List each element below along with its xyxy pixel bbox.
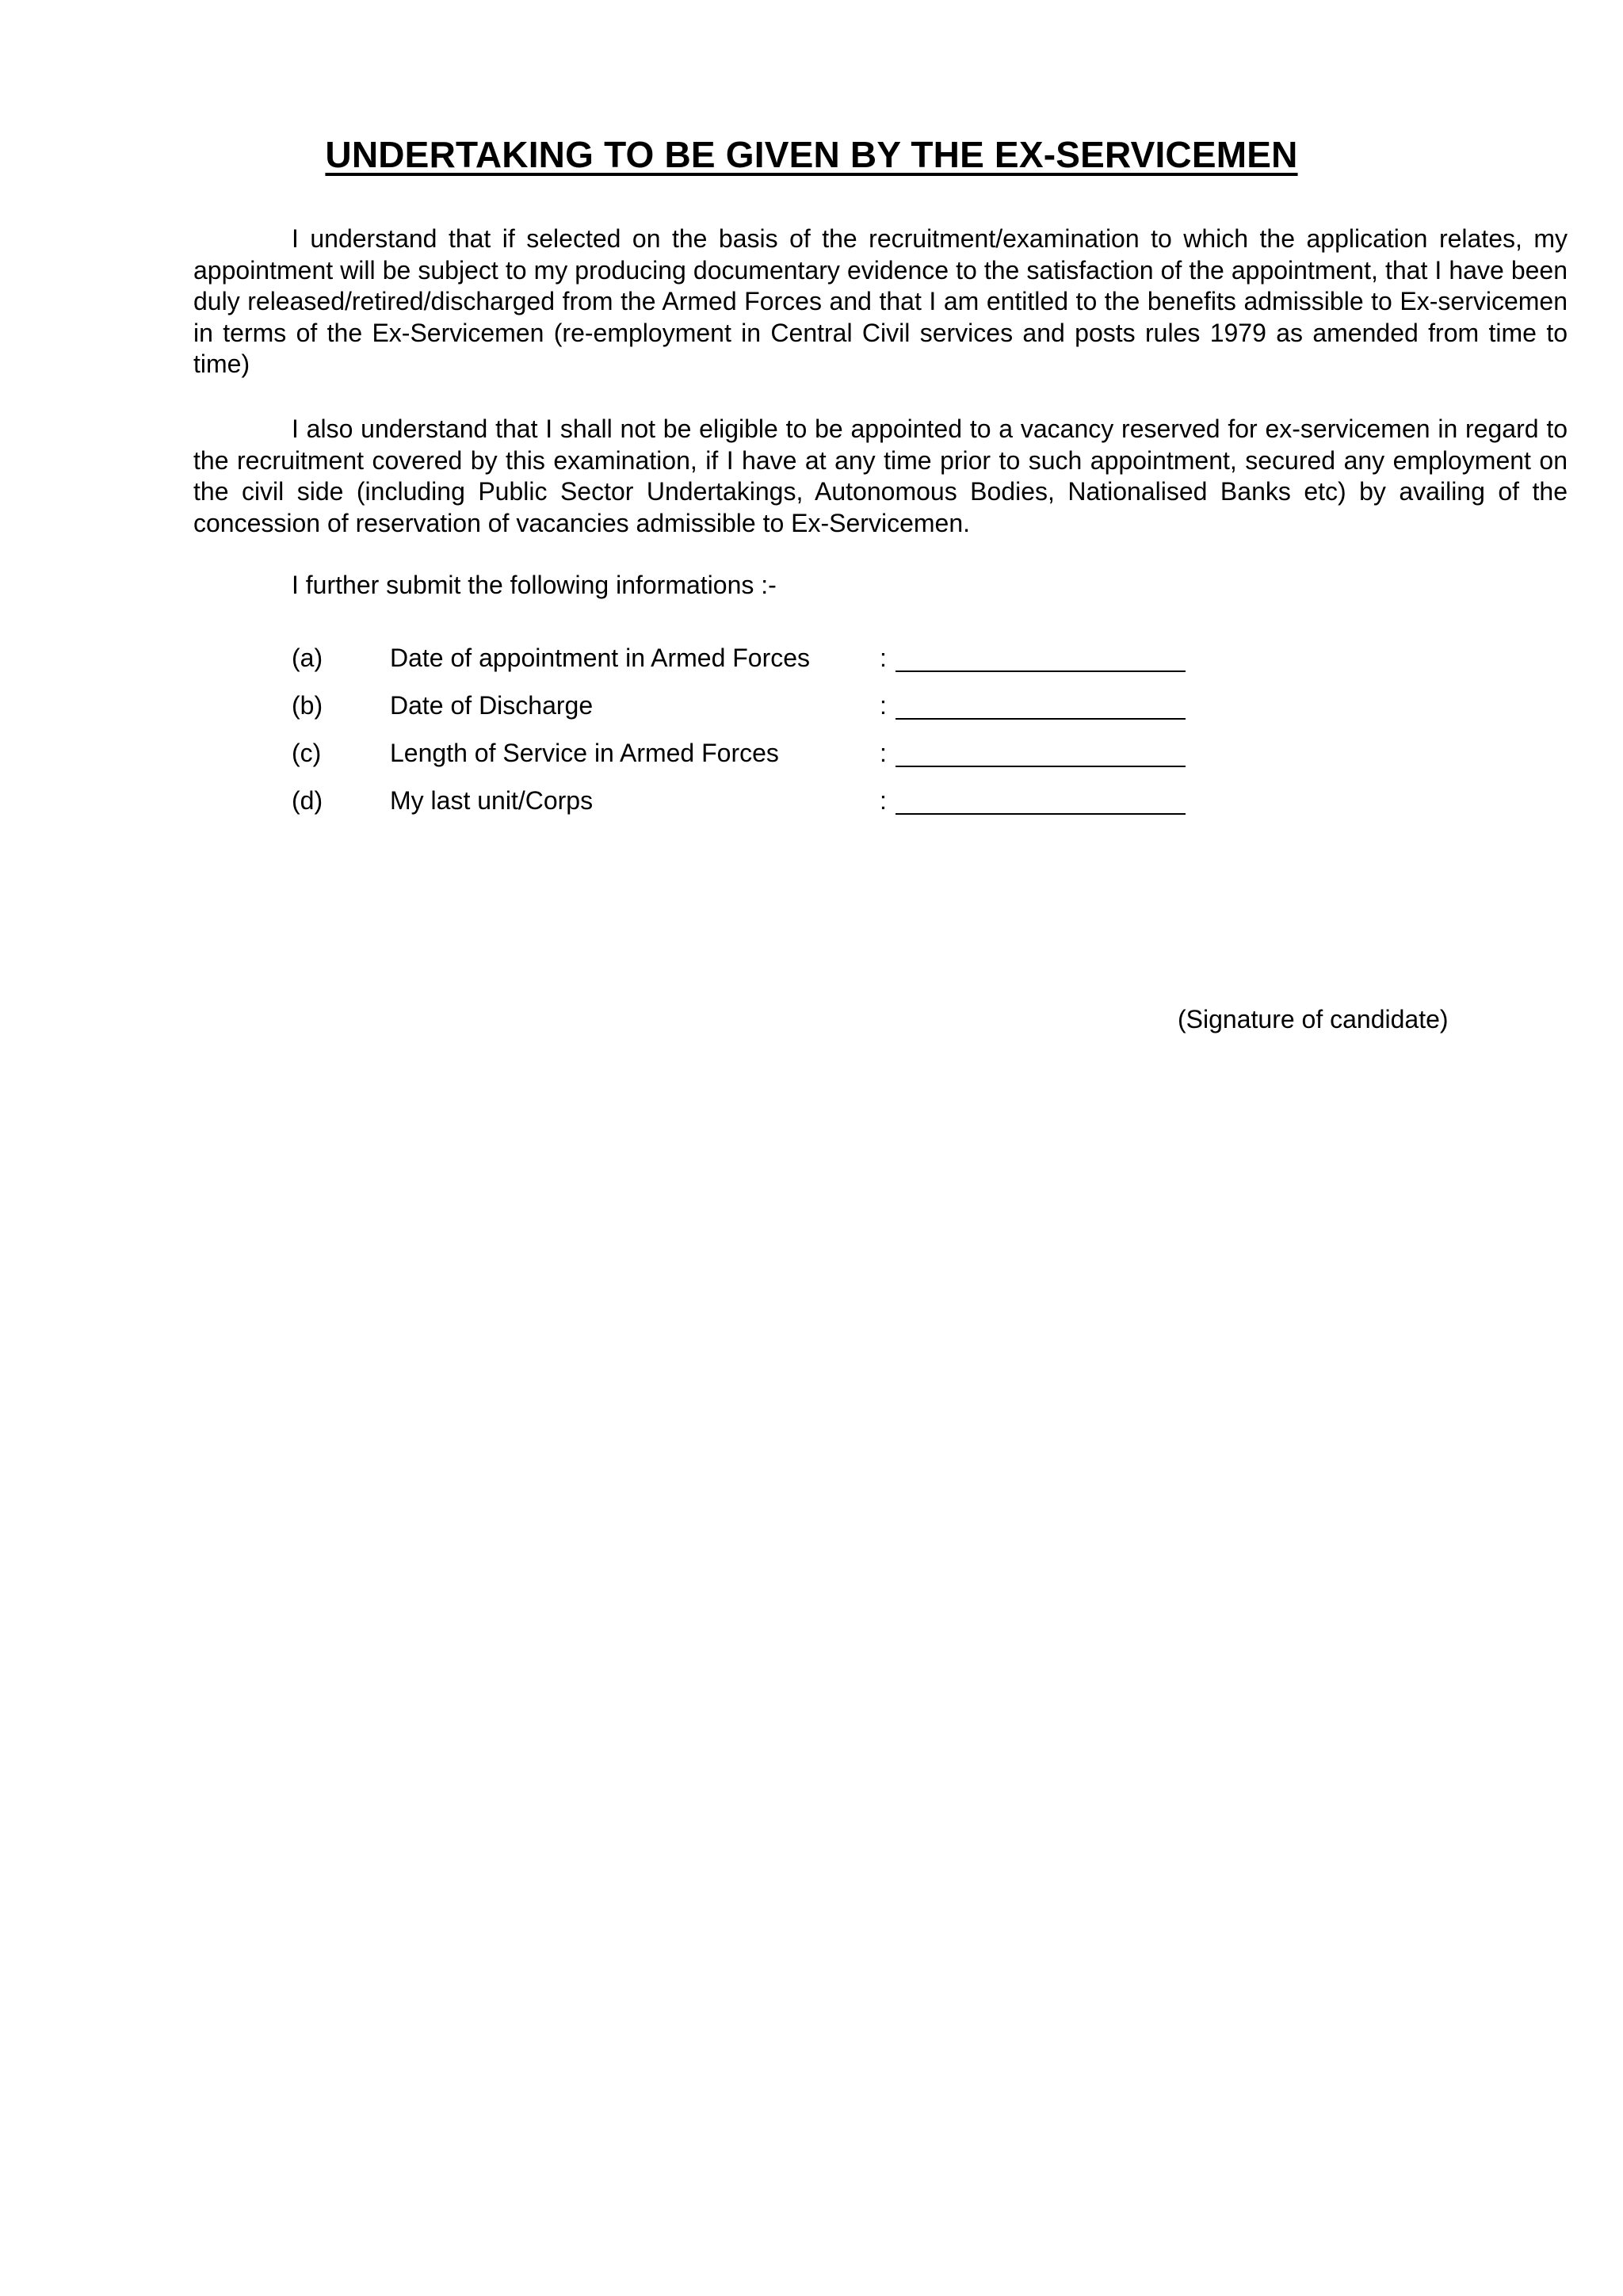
item-label: My last unit/Corps <box>390 786 594 815</box>
item-label: Date of Discharge <box>390 691 594 720</box>
info-item-discharge-date <box>292 691 1243 739</box>
paragraph-understanding: I understand that if selected on the basis of the recruitment/examination to which the application relates, my appointment will be subject to my producing documentary evidence to the satisfaction of the appointment, that I have been duly released/retired/discharged from the Armed Forces and that I am entitled to the benefits admissible to Ex-servicemen in terms of the Ex-Servicemen (re-employment in Central Civil services and posts rules 1979 as amended from time to time) <box>193 224 1568 378</box>
item-label: Length of Service in Armed Forces <box>390 739 779 767</box>
item-colon: : <box>880 644 887 672</box>
info-list <box>292 644 1243 834</box>
discharge-date-field[interactable] <box>896 718 1186 720</box>
document-title: UNDERTAKING TO BE GIVEN BY THE EX-SERVICEMEN <box>325 134 1298 175</box>
item-letter: (c) <box>292 739 322 767</box>
item-colon: : <box>880 739 887 767</box>
item-letter: (a) <box>292 644 323 672</box>
paragraph-eligibility: I also understand that I shall not be eligible to be appointed to a vacancy reserved for ex-servicemen in regard to the recruitment covered by this examination, if I have at any time prior to such appointment, secured any employment on the civil side (including Public Sector Undertakings, Autonomous Bodies, Nationalised Banks etc) by availing of the concession of reservation of vacancies admissible to Ex-Servicemen. <box>193 415 1568 537</box>
item-label: Date of appointment in Armed Forces <box>390 644 811 672</box>
info-item-last-unit <box>292 786 1243 834</box>
appointment-date-field[interactable] <box>896 670 1186 672</box>
item-letter: (d) <box>292 786 323 815</box>
last-unit-field[interactable] <box>896 813 1186 815</box>
info-item-appointment-date <box>292 644 1243 691</box>
item-letter: (b) <box>292 691 323 720</box>
item-colon: : <box>880 691 887 720</box>
item-colon: : <box>880 786 887 815</box>
service-length-field[interactable] <box>896 766 1186 767</box>
paragraph-further-info: I further submit the following informations :- <box>292 571 777 599</box>
info-item-service-length <box>292 739 1243 786</box>
signature-label: (Signature of candidate) <box>1178 1005 1449 1033</box>
